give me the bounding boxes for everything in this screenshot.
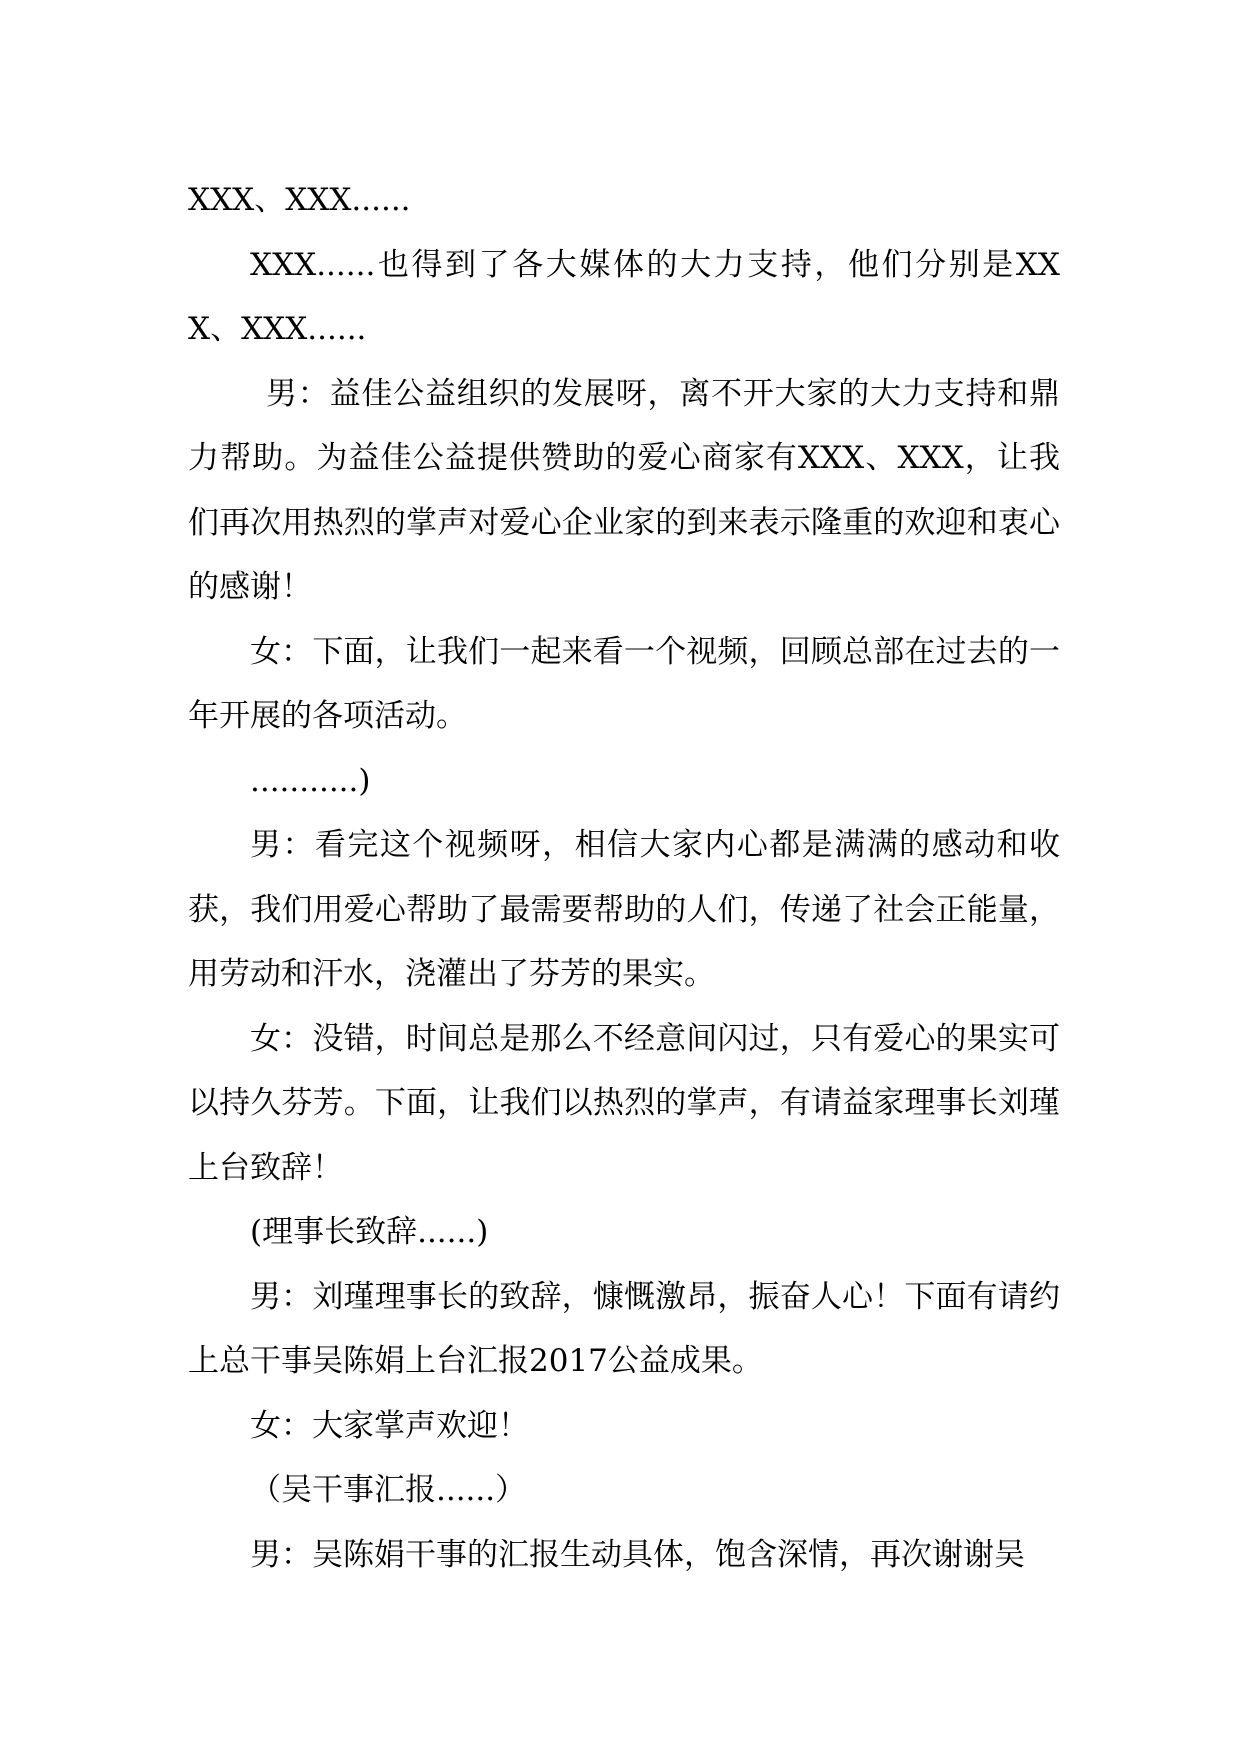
paragraph: ...........) [250, 762, 371, 799]
paragraph: XXX......也得到了各大媒体的大力支持，他们分别是XXX、XXX...... [188, 246, 1060, 347]
paragraph: 女：下面，让我们一起来看一个视频，回顾总部在过去的一年开展的各项活动。 [188, 633, 1060, 734]
paragraph: （吴干事汇报......） [250, 1472, 527, 1508]
document-body [188, 168, 1060, 1587]
paragraph: 女：大家掌声欢迎！ [250, 1407, 529, 1444]
paragraph: 男：刘瑾理事长的致辞，慷慨激昂，振奋人心！下面有请约上总干事吴陈娟上台汇报2017公益成果。 [188, 1278, 1060, 1379]
paragraph: 男：看完这个视频呀，相信大家内心都是满满的感动和收获，我们用爱心帮助了最需要帮助的人们，传递了社会正能量，用劳动和汗水，浇灌出了芬芳的果实。 [188, 827, 1060, 992]
paragraph: (理事长致辞......) [250, 1214, 489, 1250]
paragraph: 女：没错，时间总是那么不经意间闪过，只有爱心的果实可以持久芬芳。下面，让我们以热烈的掌声，有请益家理事长刘瑾上台致辞！ [188, 1020, 1060, 1186]
paragraph: XXX、XXX...... [188, 182, 411, 218]
paragraph: 男：吴陈娟干事的汇报生动具体，饱含深情，再次谢谢吴 [250, 1536, 1025, 1573]
paragraph: 男：益佳公益组织的发展呀，离不开大家的大力支持和鼎力帮助。为益佳公益提供赞助的爱心商家有XXX、XXX，让我们再次用热烈的掌声对爱心企业家的到来表示隆重的欢迎和衷心的感谢！ [188, 375, 1060, 605]
